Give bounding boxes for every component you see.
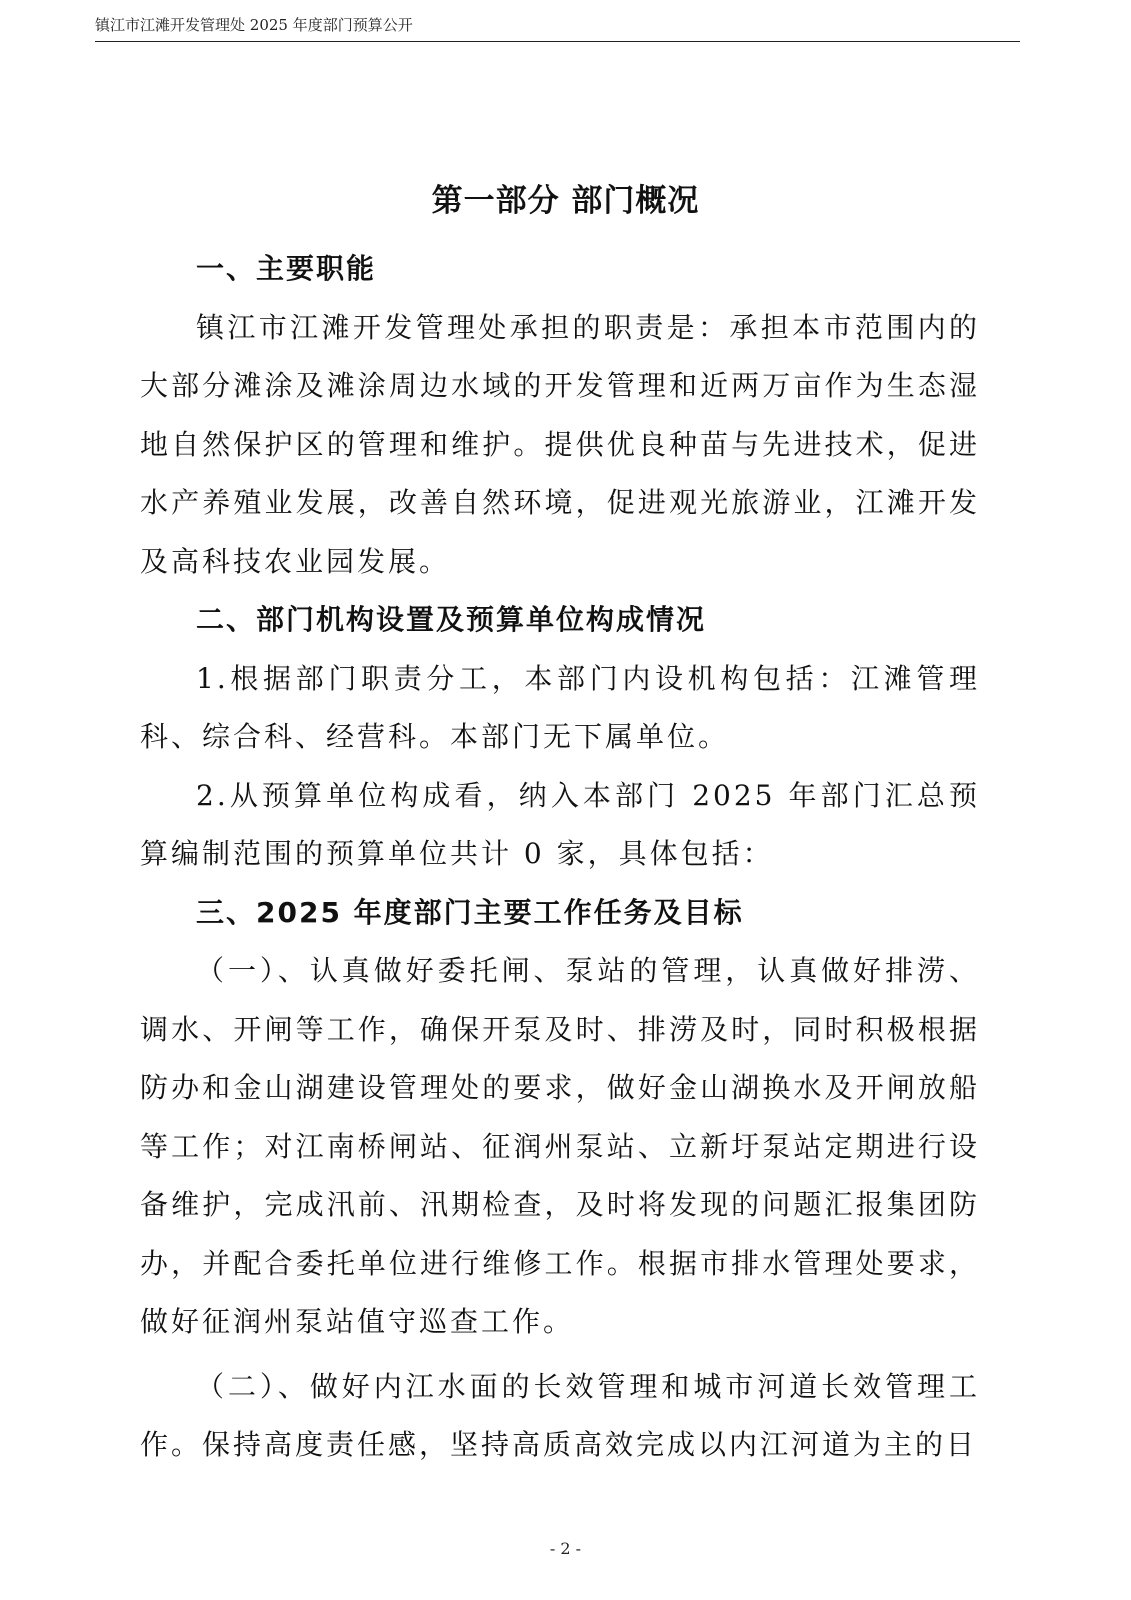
section-heading-organization: 二、部门机构设置及预算单位构成情况 (196, 603, 707, 636)
paragraph-main-functions: 镇江市江滩开发管理处承担的职责是：承担本市范围内的大部分滩涂及滩涂周边水域的开发管理和近两万亩作为生态湿地自然保护区的管理和维护。提供优良种苗与先进技术，促进水产养殖业发展，改善自然环境，促进观光旅游业，江滩开发及高科技农业园发展。 (140, 310, 980, 578)
paragraph-task-1: （一）、认真做好委托闸、泵站的管理，认真做好排涝、调水、开闸等工作，确保开泵及时、排涝及时，同时积极根据防办和金山湖建设管理处的要求，做好金山湖换水及开闸放船等工作；对江南桥闸站、征润州泵站、立新圩泵站定期进行设备维护，完成汛前、汛期检查，及时将发现的问题汇报集团防办，并配合委托单位进行维修工作。根据市排水管理处要求，做好征润州泵站值守巡查工作。 (140, 954, 980, 1338)
document-body (140, 240, 980, 1475)
paragraph-internal-departments: 1.根据部门职责分工，本部门内设机构包括：江滩管理科、综合科、经营科。本部门无下属单位。 (140, 661, 980, 753)
section-heading-work-tasks: 三、2025 年度部门主要工作任务及目标 (196, 895, 744, 929)
paragraph-task-2: （二）、做好内江水面的长效管理和城市河道长效管理工作。保持高度责任感，坚持高质高效完成以内江河道为主的日 (140, 1369, 980, 1461)
part-title: 第一部分 部门概况 (431, 183, 700, 219)
running-header (95, 13, 1020, 42)
running-header-title: 镇江市江滩开发管理处 2025 年度部门预算公开 (95, 16, 413, 34)
page-number: - 2 - (549, 1539, 582, 1558)
section-heading-main-functions: 一、主要职能 (196, 252, 377, 285)
paragraph-budget-units: 2.从预算单位构成看，纳入本部门 2025 年部门汇总预算编制范围的预算单位共计 0 家，具体包括： (140, 778, 980, 870)
